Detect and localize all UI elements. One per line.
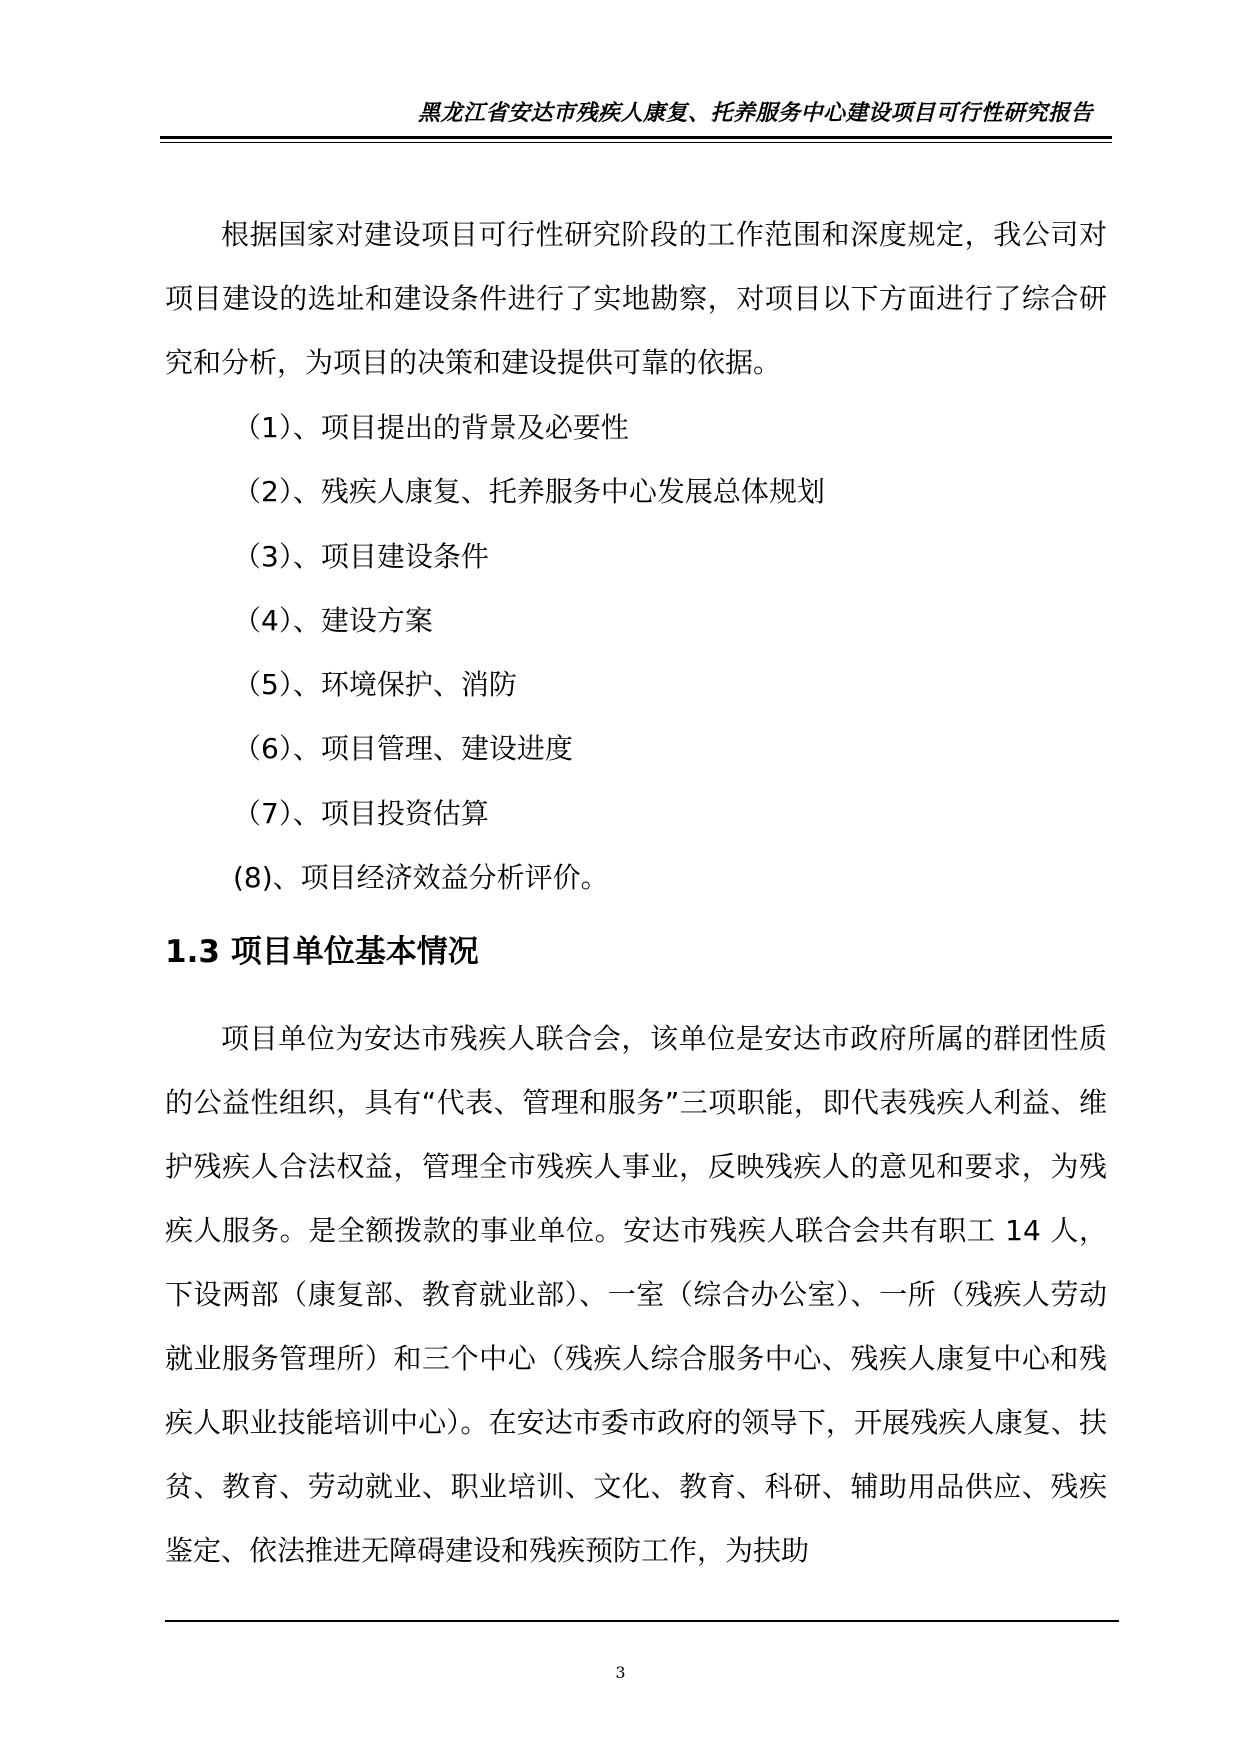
list-item: （7）、项目投资估算 — [233, 796, 489, 830]
list-item: （5）、环境保护、消防 — [233, 668, 517, 702]
page-number: 3 — [615, 1663, 626, 1682]
intro-paragraph-block — [165, 203, 1107, 395]
intro-paragraph: 根据国家对建设项目可行性研究阶段的工作范围和深度规定，我公司对项目建设的选址和建设条件进行了实地勘察，对项目以下方面进行了综合研究和分析，为项目的决策和建设提供可靠的依据。 — [165, 218, 1107, 379]
section-paragraph: 项目单位为安达市残疾人联合会，该单位是安达市政府所属的群团性质的公益性组织，具有“代表、管理和服务”三项职能，即代表残疾人利益、维护残疾人合法权益，管理全市残疾人事业，反映残疾人的意见和要求，为残疾人服务。是全额拨款的事业单位。安达市残疾人联合会共有职工 14 人，下设两部（康复部、教育就业部）、一室（综合办公室）、一所（残疾人劳动就业服务管理所）和三个中心（残疾人综合服务中心、残疾人康复中心和残疾人职业技能培训中心）。在安达市委市政府的领导下，开展残疾人康复、扶贫、教育、劳动就业、职业培训、文化、教育、科研、辅助用品供应、残疾鉴定、依法推进无障碍建设和残疾预防工作，为扶助 — [165, 1022, 1107, 1567]
list-item: （1）、项目提出的背景及必要性 — [233, 411, 629, 444]
section-paragraph-block — [165, 1007, 1107, 1583]
header-rule-thick — [160, 136, 1112, 139]
list-item: （4）、建设方案 — [233, 603, 433, 637]
list-item: (8)、项目经济效益分析评价。 — [233, 861, 609, 895]
research-topics-list — [233, 396, 825, 910]
section-heading: 1.3 项目单位基本情况 — [165, 934, 479, 970]
document-header-title: 黑龙江省安达市残疾人康复、托养服务中心建设项目可行性研究报告 — [417, 101, 1093, 126]
footer-rule — [165, 1620, 1119, 1622]
list-item: （6）、项目管理、建设进度 — [233, 732, 573, 766]
list-item: （2）、残疾人康复、托养服务中心发展总体规划 — [233, 475, 825, 509]
list-item: （3）、项目建设条件 — [233, 539, 489, 573]
header-rule-thin — [160, 142, 1112, 143]
